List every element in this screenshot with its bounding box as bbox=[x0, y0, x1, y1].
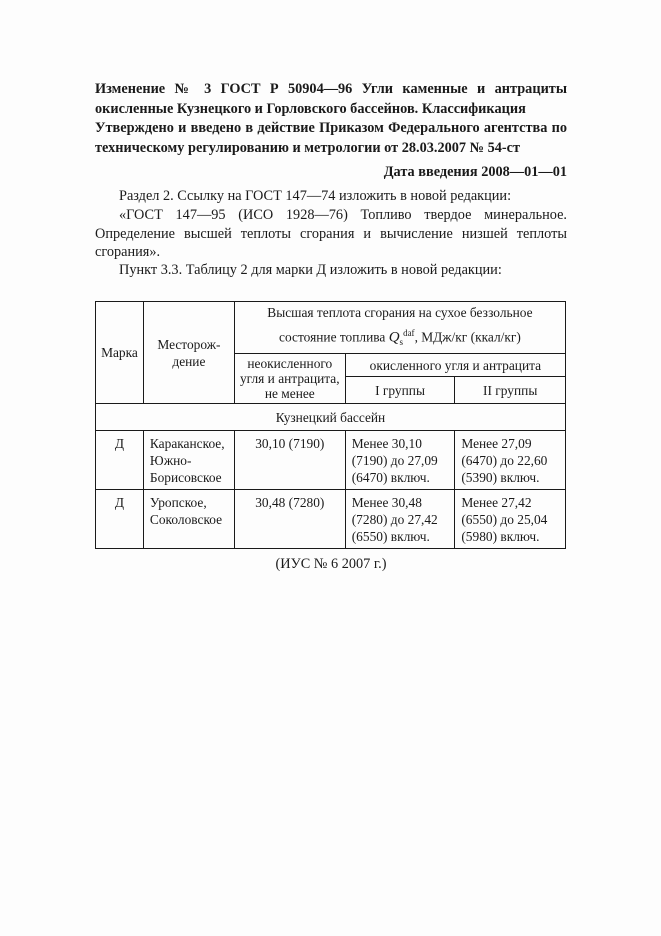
grade-header: Марка bbox=[96, 302, 144, 404]
row1-unoxidized: 30,10 (7190) bbox=[234, 431, 345, 490]
section-2-paragraph: Раздел 2. Ссылку на ГОСТ 147—74 изложить в новой редакции: bbox=[119, 188, 512, 204]
ius-reference: (ИУС № 6 2007 г.) bbox=[275, 556, 387, 572]
group2-header: II группы bbox=[455, 377, 566, 404]
row2-deposit: Уропское, Соколовское bbox=[143, 490, 234, 549]
amendment-title: Изменение № 3 ГОСТ Р 50904—96 Угли каменные и антрациты окисленные Кузнецкого и Горловского бассейнов. Классификация bbox=[95, 81, 567, 117]
classification-table bbox=[95, 301, 566, 549]
group1-header: I группы bbox=[345, 377, 455, 404]
effective-date: Дата введения 2008—01—01 bbox=[383, 164, 567, 180]
row2-group2: Менее 27,42 (6550) до 25,04 (5980) включ. bbox=[455, 490, 566, 549]
row1-group1: Менее 30,10 (7190) до 27,09 (6470) включ. bbox=[345, 431, 455, 490]
heat-header-line2: состояние топлива $Q_s^{daf}$, МДж/кг (ккал/кг) bbox=[279, 327, 521, 348]
row1-deposit: Караканское, Южно-Борисовское bbox=[143, 431, 234, 490]
deposit-header: Месторож-дение bbox=[143, 302, 234, 404]
row1-group2: Менее 27,09 (6470) до 22,60 (5390) включ. bbox=[455, 431, 566, 490]
row2-group1: Менее 30,48 (7280) до 27,42 (6550) включ. bbox=[345, 490, 455, 549]
reference-paragraph: «ГОСТ 147—95 (ИСО 1928—76) Топливо твердое минеральное. Определение высшей теплоты сгорания и вычисление низшей теплоты сгорания». bbox=[95, 207, 567, 260]
oxidized-header: окисленного угля и антрацита bbox=[345, 354, 565, 377]
row1-grade: Д bbox=[96, 431, 144, 490]
heat-of-combustion-header bbox=[234, 302, 565, 354]
heat-symbol: Q bbox=[388, 329, 400, 346]
clause-3-3-paragraph: Пункт 3.3. Таблицу 2 для марки Д изложить в новой редакции: bbox=[119, 262, 502, 278]
row2-grade: Д bbox=[96, 490, 144, 549]
row2-unoxidized: 30,48 (7280) bbox=[234, 490, 345, 549]
heat-header-line1: Высшая теплота сгорания на сухое беззольное bbox=[267, 304, 533, 320]
unoxidized-header: неокисленного угля и антрацита, не менее bbox=[234, 354, 345, 404]
approval-statement: Утверждено и введено в действие Приказом Федерального агентства по техническому регулированию и метрологии от 28.03.2007 № 54-ст bbox=[95, 120, 567, 156]
basin-row: Кузнецкий бассейн bbox=[96, 404, 566, 431]
